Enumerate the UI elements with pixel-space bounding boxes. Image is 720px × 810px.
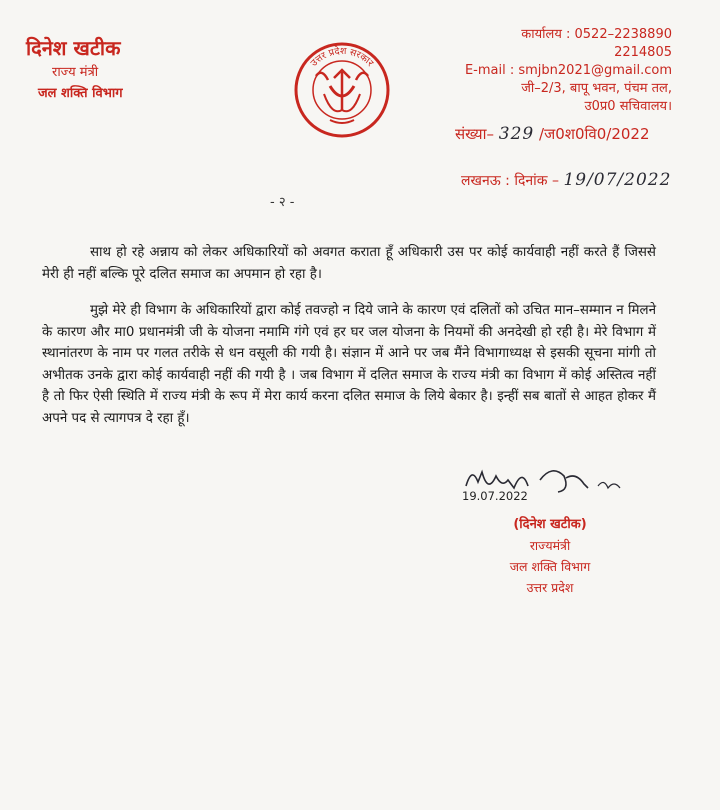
emblem-text: उत्तर प्रदेश सरकार <box>308 45 376 69</box>
sender-name: दिनेश खटीक <box>26 36 121 60</box>
email-line: E-mail : smjbn2021@gmail.com <box>464 63 672 78</box>
signatory-block <box>480 514 620 598</box>
body-paragraph-1 <box>42 242 656 285</box>
sender-designation: राज्य मंत्री <box>52 65 99 80</box>
paragraph-1-text: साथ हो रहे अन्नाय को लेकर अधिकारियों को अवगत कराता हूँ अधिकारी उस पर कोई कार्यवाही नहीं करते हैं जिससे मेरी ही नहीं बल्कि पूरे दलित समाज का अपमान हो रहा है। <box>42 245 656 282</box>
signatory-name: (दिनेश खटीक) <box>513 517 587 532</box>
state-emblem-icon <box>290 30 394 156</box>
reference-label: संख्या– <box>455 125 495 143</box>
date-line <box>461 170 671 190</box>
reference-handwritten: 329 <box>498 124 535 144</box>
reference-suffix: /ज0श0वि0/2022 <box>539 125 650 143</box>
date-handwritten: 19/07/2022 <box>563 170 672 190</box>
signatory-title: राज्यमंत्री <box>529 538 571 553</box>
page-number: - २ - <box>270 195 295 210</box>
body-paragraph-2 <box>42 300 656 430</box>
signatory-state: उत्तर प्रदेश <box>526 580 574 595</box>
paragraph-2-text: मुझे मेरे ही विभाग के अधिकारियों द्वारा कोई तवज्हो न दिये जाने के कारण एवं दलितों को उचित मान–सम्मान न मिलने के कारण और मा0 प्रधानमंत्री जी के योजना नमामि गंगे एवं हर घर जल योजना के नियमों की अनदेखी हो रही है। मेरे विभाग में स्थानांतरण के नाम पर गलत तरीके से धन वसूली की गयी है। संज्ञान में आने पर जब मैंने विभागाध्यक्ष से इसकी सूचना मांगी तो अभीतक उनके द्वारा कोई कार्यवाही नहीं की गयी है । जब विभाग में दलित समाज के राज्य मंत्री का विभाग में कोई अस्तित्व नहीं है तो फिर ऐसी स्थिति में राज्य मंत्री के रूप में मेरा कार्य करना दलित समाज के लिये बेकार है। इन्हीं सब बातों से आहत होकर मैं अपने पद से त्यागपत्र दे रहा हूँ। <box>42 303 656 426</box>
contact-block <box>412 26 672 116</box>
reference-number <box>455 124 650 144</box>
signature-date: 19.07.2022 <box>462 489 528 503</box>
address-line-2: उ0प्र0 सचिवालय। <box>584 99 672 114</box>
address-line-1: जी–2/3, बापू भवन, पंचम तल, <box>521 81 672 96</box>
signatory-department: जल शक्ति विभाग <box>509 559 591 574</box>
office-phone: कार्यालय : 0522–2238890 <box>521 27 672 42</box>
sender-department: जल शक्ति विभाग <box>38 86 123 101</box>
date-label: लखनऊ : दिनांक – <box>461 173 559 189</box>
office-phone-2: 2214805 <box>614 45 672 60</box>
